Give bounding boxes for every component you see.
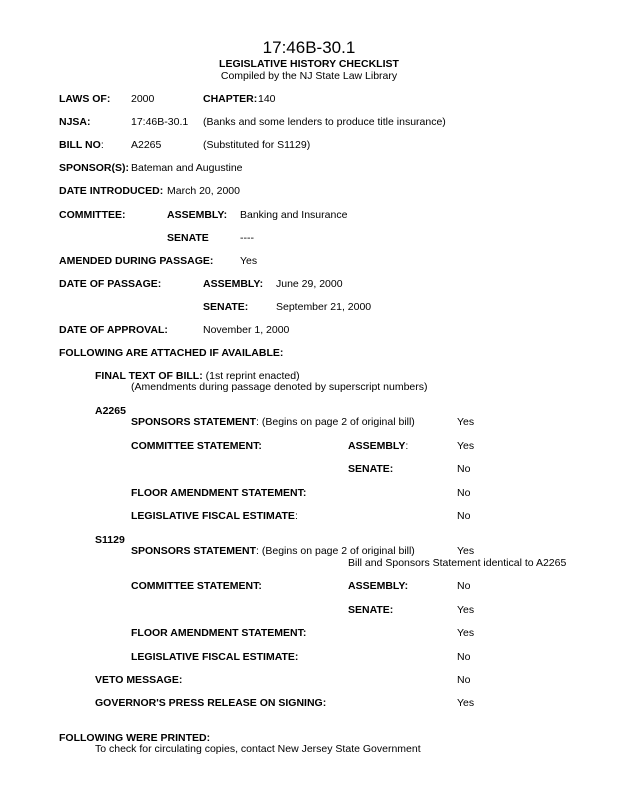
veto-label: VETO MESSAGE:: [95, 674, 183, 686]
s1129-floor-label: FLOOR AMENDMENT STATEMENT:: [131, 627, 307, 639]
bill-no-note: (Substituted for S1129): [203, 139, 311, 151]
bill-no-label-group: [59, 139, 104, 151]
chapter-value: 140: [258, 93, 276, 105]
governor-value: Yes: [457, 697, 475, 709]
bill-no-colon: :: [100, 139, 104, 151]
a2265-label: A2265: [95, 405, 126, 417]
attached-heading: FOLLOWING ARE ATTACHED IF AVAILABLE:: [59, 347, 284, 359]
date-introduced-value: March 20, 2000: [167, 185, 240, 197]
a2265-fiscal-group: [131, 510, 298, 522]
final-text-note: (1st reprint enacted): [205, 370, 300, 382]
a2265-sponsors-label: SPONSORS STATEMENT: [131, 416, 257, 428]
a2265-assembly-group: [348, 440, 408, 452]
passage-senate-value: September 21, 2000: [276, 301, 372, 313]
veto-value: No: [457, 674, 471, 686]
njsa-label: NJSA:: [59, 116, 91, 128]
amended-value: Yes: [240, 255, 258, 267]
chapter-label: CHAPTER:: [203, 93, 258, 105]
final-text-note2: (Amendments during passage denoted by superscript numbers): [131, 381, 428, 393]
s1129-sponsors-label: SPONSORS STATEMENT: [131, 545, 257, 557]
laws-of-label: LAWS OF:: [59, 93, 111, 105]
passage-assembly-value: June 29, 2000: [276, 278, 343, 290]
s1129-sponsors-note: : (Begins on page 2 of original bill): [256, 545, 415, 557]
date-of-approval-value: November 1, 2000: [203, 324, 290, 336]
njsa-note: (Banks and some lenders to produce title insurance): [203, 116, 446, 128]
passage-senate-label: SENATE:: [203, 301, 249, 313]
s1129-assembly-value: No: [457, 580, 471, 592]
bill-no-label: BILL NO: [59, 139, 101, 151]
a2265-senate-label: SENATE:: [348, 463, 394, 475]
date-of-approval-label: DATE OF APPROVAL:: [59, 324, 168, 336]
a2265-floor-value: No: [457, 487, 471, 499]
printed-note: To check for circulating copies, contact New Jersey State Government: [95, 743, 421, 755]
s1129-fiscal-value: No: [457, 651, 471, 663]
a2265-assembly-colon: :: [405, 440, 409, 452]
s1129-senate-value: Yes: [457, 604, 475, 616]
a2265-fiscal-label: LEGISLATIVE FISCAL ESTIMATE: [131, 510, 295, 522]
a2265-sponsors-value: Yes: [457, 416, 475, 428]
a2265-senate-value: No: [457, 463, 471, 475]
governor-label: GOVERNOR'S PRESS RELEASE ON SIGNING:: [95, 697, 327, 709]
s1129-senate-label: SENATE:: [348, 604, 394, 616]
passage-assembly-label: ASSEMBLY:: [203, 278, 264, 290]
s1129-label: S1129: [95, 534, 125, 546]
date-of-passage-label: DATE OF PASSAGE:: [59, 278, 162, 290]
s1129-sponsors-value: Yes: [457, 545, 475, 557]
amended-label: AMENDED DURING PASSAGE:: [59, 255, 214, 267]
s1129-floor-value: Yes: [457, 627, 475, 639]
committee-senate-label: SENATE: [167, 232, 209, 244]
bill-no-value: A2265: [131, 139, 162, 151]
committee-assembly-label: ASSEMBLY:: [167, 209, 228, 221]
document-code: 17:46B-30.1: [262, 38, 356, 57]
sponsors-label: SPONSOR(S):: [59, 162, 130, 174]
njsa-value: 17:46B-30.1: [131, 116, 189, 128]
a2265-assembly-label: ASSEMBLY: [348, 440, 406, 452]
a2265-sponsors-line: [131, 416, 415, 428]
date-introduced-label: DATE INTRODUCED:: [59, 185, 164, 197]
committee-label: COMMITTEE:: [59, 209, 126, 221]
committee-senate-value: ----: [240, 232, 254, 244]
s1129-fiscal-label: LEGISLATIVE FISCAL ESTIMATE:: [131, 651, 299, 663]
s1129-committee-label: COMMITTEE STATEMENT:: [131, 580, 262, 592]
document-subtitle: Compiled by the NJ State Law Library: [220, 70, 398, 82]
laws-of-value: 2000: [131, 93, 155, 105]
printed-heading: FOLLOWING WERE PRINTED:: [59, 732, 211, 744]
a2265-fiscal-colon: :: [294, 510, 298, 522]
final-text-label: FINAL TEXT OF BILL:: [95, 370, 203, 382]
a2265-floor-label: FLOOR AMENDMENT STATEMENT:: [131, 487, 307, 499]
committee-assembly-value: Banking and Insurance: [240, 209, 348, 221]
sponsors-value: Bateman and Augustine: [131, 162, 243, 174]
s1129-assembly-label: ASSEMBLY:: [348, 580, 409, 592]
a2265-assembly-value: Yes: [457, 440, 475, 452]
a2265-fiscal-value: No: [457, 510, 471, 522]
s1129-sponsors-line: [131, 545, 415, 557]
document-title: LEGISLATIVE HISTORY CHECKLIST: [219, 58, 399, 70]
a2265-sponsors-note: : (Begins on page 2 of original bill): [256, 416, 415, 428]
a2265-committee-label: COMMITTEE STATEMENT:: [131, 440, 262, 452]
s1129-sponsors-note2: Bill and Sponsors Statement identical to A2265: [348, 557, 567, 569]
